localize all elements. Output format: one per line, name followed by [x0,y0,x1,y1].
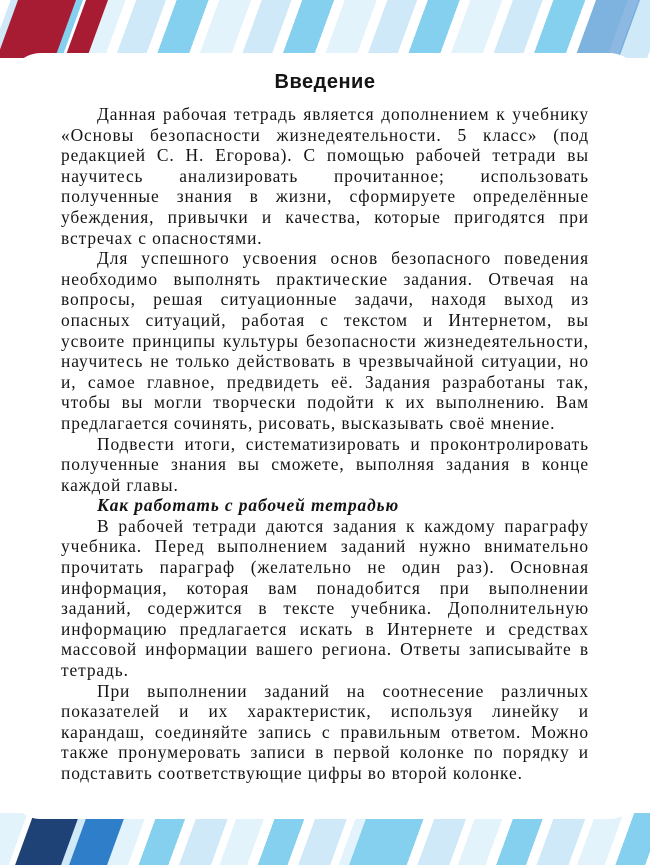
paragraph-intro: Данная рабочая тетрадь является дополнением к учебнику «Основы безопасности жизнедеятельности. 5 класс» (под редакцией С. Н. Егорова). С помощью рабочей тетради вы научитесь анализировать прочитанное; использовать полученные знания в жизни, сформируете определённые убеждения, привычки и качества, которые пригодятся при встречах с опасностями. [61,104,589,248]
cyan-stripe-accent-bottom [349,813,424,865]
blue-stripe-accent-bottom-left [69,813,126,865]
page-content-area [9,53,641,819]
paragraph-matching-tasks: При выполнении заданий на соотнесение различных показателей и их характеристик, используя линейку и карандаш, соединяйте запись с правильным ответом. Можно также пронумеровать записи в первой колонке по порядку и подставить соответствующие цифры во второй колонке. [61,680,589,783]
blue-stripe-accent-top-right [575,0,640,58]
subheading-how-to-work: Как работать с рабочей тетрадью [97,495,400,516]
paragraph-practical-tasks: Для успешного усвоения основ безопасного поведения необходимо выполнять практические задания. Отвечая на вопросы, решая ситуационные задачи, находя выход из опасных ситуаций, работая с текстом и Интернетом, вы усвоите принципы культуры безопасности жизнедеятельности, научитесь не только действовать в чрезвычайной ситуации, но и, самое главное, предвидеть её. Задания разработаны так, чтобы вы могли творчески подойти к их выполнению. Вам предлагается сочинять, рисовать, высказывать своё мнение. [61,248,589,433]
paragraph-summary: Подвести итоги, систематизировать и проконтролировать полученные знания вы сможете, выполняя задания в конце каждой главы. [61,433,589,495]
top-stripes-decoration [0,0,650,58]
page-title: Введение [274,71,376,93]
bottom-stripes-decoration [0,813,650,865]
paragraph-workbook-usage: В рабочей тетради даются задания к каждому параграфу учебника. Перед выполнением заданий нужно внимательно прочитать параграф (желательно не один раз). Основная информация, которая вам понадобится при выполнении заданий, содержится в тексте учебника. Дополнительную информацию предлагается искать в Интернете и средствах массовой информации вашего региона. Ответы записывайте в тетрадь. [61,515,589,681]
red-corner-accent [0,0,76,58]
navy-stripe-accent [15,813,80,865]
